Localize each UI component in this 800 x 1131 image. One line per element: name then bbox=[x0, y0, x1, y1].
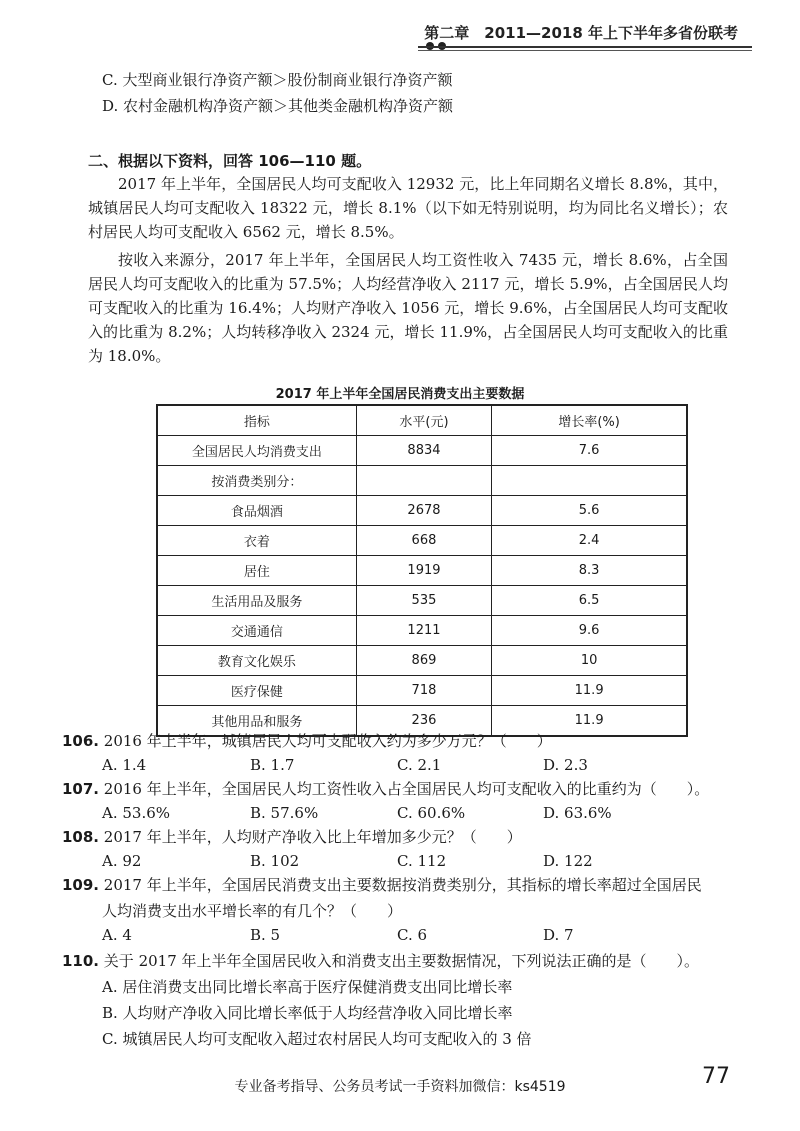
choice-a: A. 4 bbox=[102, 926, 132, 944]
cell-rate: 11.9 bbox=[492, 676, 687, 706]
cell-rate: 9.6 bbox=[492, 616, 687, 646]
choice-c: C. 112 bbox=[397, 852, 447, 870]
header-rule bbox=[418, 50, 752, 51]
row-label: 全国居民人均消费支出 bbox=[157, 436, 356, 466]
question-number: 109. bbox=[62, 876, 100, 894]
question-text: 2016 年上半年，全国居民人均工资性收入占全国居民人均可支配收入的比重约为（ ）。 bbox=[103, 780, 710, 798]
cell-rate: 8.3 bbox=[492, 556, 687, 586]
row-label: 衣着 bbox=[157, 526, 356, 556]
cell-rate bbox=[492, 466, 687, 496]
row-label: 其他用品和服务 bbox=[157, 706, 356, 737]
question-number: 108. bbox=[62, 828, 100, 846]
row-label: 居住 bbox=[157, 556, 356, 586]
choice-d: D. 2.3 bbox=[543, 756, 588, 774]
choice-a: A. 1.4 bbox=[102, 756, 147, 774]
question-110 bbox=[62, 950, 699, 972]
table-row bbox=[157, 466, 687, 496]
cell-value bbox=[356, 466, 492, 496]
row-label: 交通通信 bbox=[157, 616, 356, 646]
table-row bbox=[157, 556, 687, 586]
row-label: 医疗保健 bbox=[157, 676, 356, 706]
question-text-continued: 人均消费支出水平增长率的有几个？（ ） bbox=[102, 902, 403, 920]
choice-d: D. 122 bbox=[543, 852, 593, 870]
cell-rate: 6.5 bbox=[492, 586, 687, 616]
choice-c: C. 6 bbox=[397, 926, 428, 944]
column-header: 指标 bbox=[157, 405, 356, 436]
table-row bbox=[157, 646, 687, 676]
choice-b: B. 57.6% bbox=[250, 804, 319, 822]
question-text: 2016 年上半年，城镇居民人均可支配收入约为多少万元？（ ） bbox=[103, 732, 552, 750]
question-text: 2017 年上半年，全国居民消费支出主要数据按消费类别分，其指标的增长率超过全国居民 bbox=[103, 876, 702, 894]
row-label: 按消费类别分： bbox=[157, 466, 356, 496]
question-106 bbox=[62, 730, 552, 752]
footer-text: 专业备考指导、公务员考试一手资料加微信：ks4519 bbox=[234, 1079, 566, 1095]
cell-value: 668 bbox=[356, 526, 492, 556]
passage bbox=[88, 172, 728, 368]
paragraph-2: 按收入来源分，2017 年上半年，全国居民人均工资性收入 7435 元，增长 8.6%，占全国居民人均可支配收入的比重为 57.5%；人均经营净收入 2117 元，增长 5.9%，占全国居民人均可支配收入的比重为 16.4%；人均财产净收入 1056 元，增长 9.6%，占全国居民人均可支配收入的比重为 8.2%；人均转移净收入 2324 元，增长 11.9%，占全国居民人均可支配收入的比重为 18.0%。 bbox=[88, 251, 728, 365]
cell-value: 535 bbox=[356, 586, 492, 616]
prev-option-c: C. 大型商业银行净资产额＞股份制商业银行净资产额 bbox=[102, 71, 453, 89]
choice-b: B. 人均财产净收入同比增长率低于人均经营净收入同比增长率 bbox=[102, 1004, 513, 1022]
table-title: 2017 年上半年全国居民消费支出主要数据 bbox=[275, 387, 525, 402]
cell-value: 2678 bbox=[356, 496, 492, 526]
header-rule bbox=[418, 46, 752, 48]
cell-value: 718 bbox=[356, 676, 492, 706]
cell-value: 1211 bbox=[356, 616, 492, 646]
table-row bbox=[157, 676, 687, 706]
table-row bbox=[157, 436, 687, 466]
choice-c: C. 2.1 bbox=[397, 756, 442, 774]
row-label: 生活用品及服务 bbox=[157, 586, 356, 616]
question-number: 107. bbox=[62, 780, 100, 798]
question-text: 关于 2017 年上半年全国居民收入和消费支出主要数据情况，下列说法正确的是（ ）。 bbox=[103, 952, 700, 970]
choice-c: C. 60.6% bbox=[397, 804, 466, 822]
section-title: 二、根据以下资料，回答 106—110 题。 bbox=[88, 152, 372, 170]
cell-rate: 11.9 bbox=[492, 706, 687, 737]
paragraph-1: 2017 年上半年，全国居民人均可支配收入 12932 元，比上年同期名义增长 8.8%，其中，城镇居民人均可支配收入 18322 元，增长 8.1%（以下如无特别说明，均为同比名义增长）；农村居民人均可支配收入 6562 元，增长 8.5%。 bbox=[88, 175, 728, 241]
question-text: 2017 年上半年，人均财产净收入比上年增加多少元？（ ） bbox=[103, 828, 522, 846]
choice-b: B. 102 bbox=[250, 852, 300, 870]
table-row bbox=[157, 616, 687, 646]
table-row bbox=[157, 496, 687, 526]
question-number: 106. bbox=[62, 732, 100, 750]
question-109 bbox=[62, 874, 702, 896]
row-label: 教育文化娱乐 bbox=[157, 646, 356, 676]
question-number: 110. bbox=[62, 952, 100, 970]
table-row bbox=[157, 526, 687, 556]
choice-a: A. 92 bbox=[102, 852, 142, 870]
consumption-table bbox=[156, 404, 688, 737]
table-row bbox=[157, 586, 687, 616]
choice-b: B. 1.7 bbox=[250, 756, 295, 774]
row-label: 食品烟酒 bbox=[157, 496, 356, 526]
prev-option-d: D. 农村金融机构净资产额＞其他类金融机构净资产额 bbox=[102, 97, 454, 115]
choice-d: D. 7 bbox=[543, 926, 574, 944]
question-108 bbox=[62, 826, 522, 848]
cell-value: 8834 bbox=[356, 436, 492, 466]
column-header: 水平(元) bbox=[356, 405, 492, 436]
table-header-row bbox=[157, 405, 687, 436]
column-header: 增长率(%) bbox=[492, 405, 687, 436]
cell-rate: 10 bbox=[492, 646, 687, 676]
choice-a: A. 居住消费支出同比增长率高于医疗保健消费支出同比增长率 bbox=[102, 978, 513, 996]
cell-value: 1919 bbox=[356, 556, 492, 586]
cell-rate: 5.6 bbox=[492, 496, 687, 526]
choice-a: A. 53.6% bbox=[102, 804, 171, 822]
cell-rate: 7.6 bbox=[492, 436, 687, 466]
choice-d: D. 63.6% bbox=[543, 804, 612, 822]
cell-value: 869 bbox=[356, 646, 492, 676]
running-header: 第二章 2011—2018 年上下半年多省份联考 bbox=[424, 24, 738, 42]
cell-value: 236 bbox=[356, 706, 492, 737]
choice-c: C. 城镇居民人均可支配收入超过农村居民人均可支配收入的 3 倍 bbox=[102, 1030, 532, 1048]
page-number: 77 bbox=[702, 1064, 730, 1089]
cell-rate: 2.4 bbox=[492, 526, 687, 556]
choice-b: B. 5 bbox=[250, 926, 281, 944]
question-107 bbox=[62, 778, 709, 800]
